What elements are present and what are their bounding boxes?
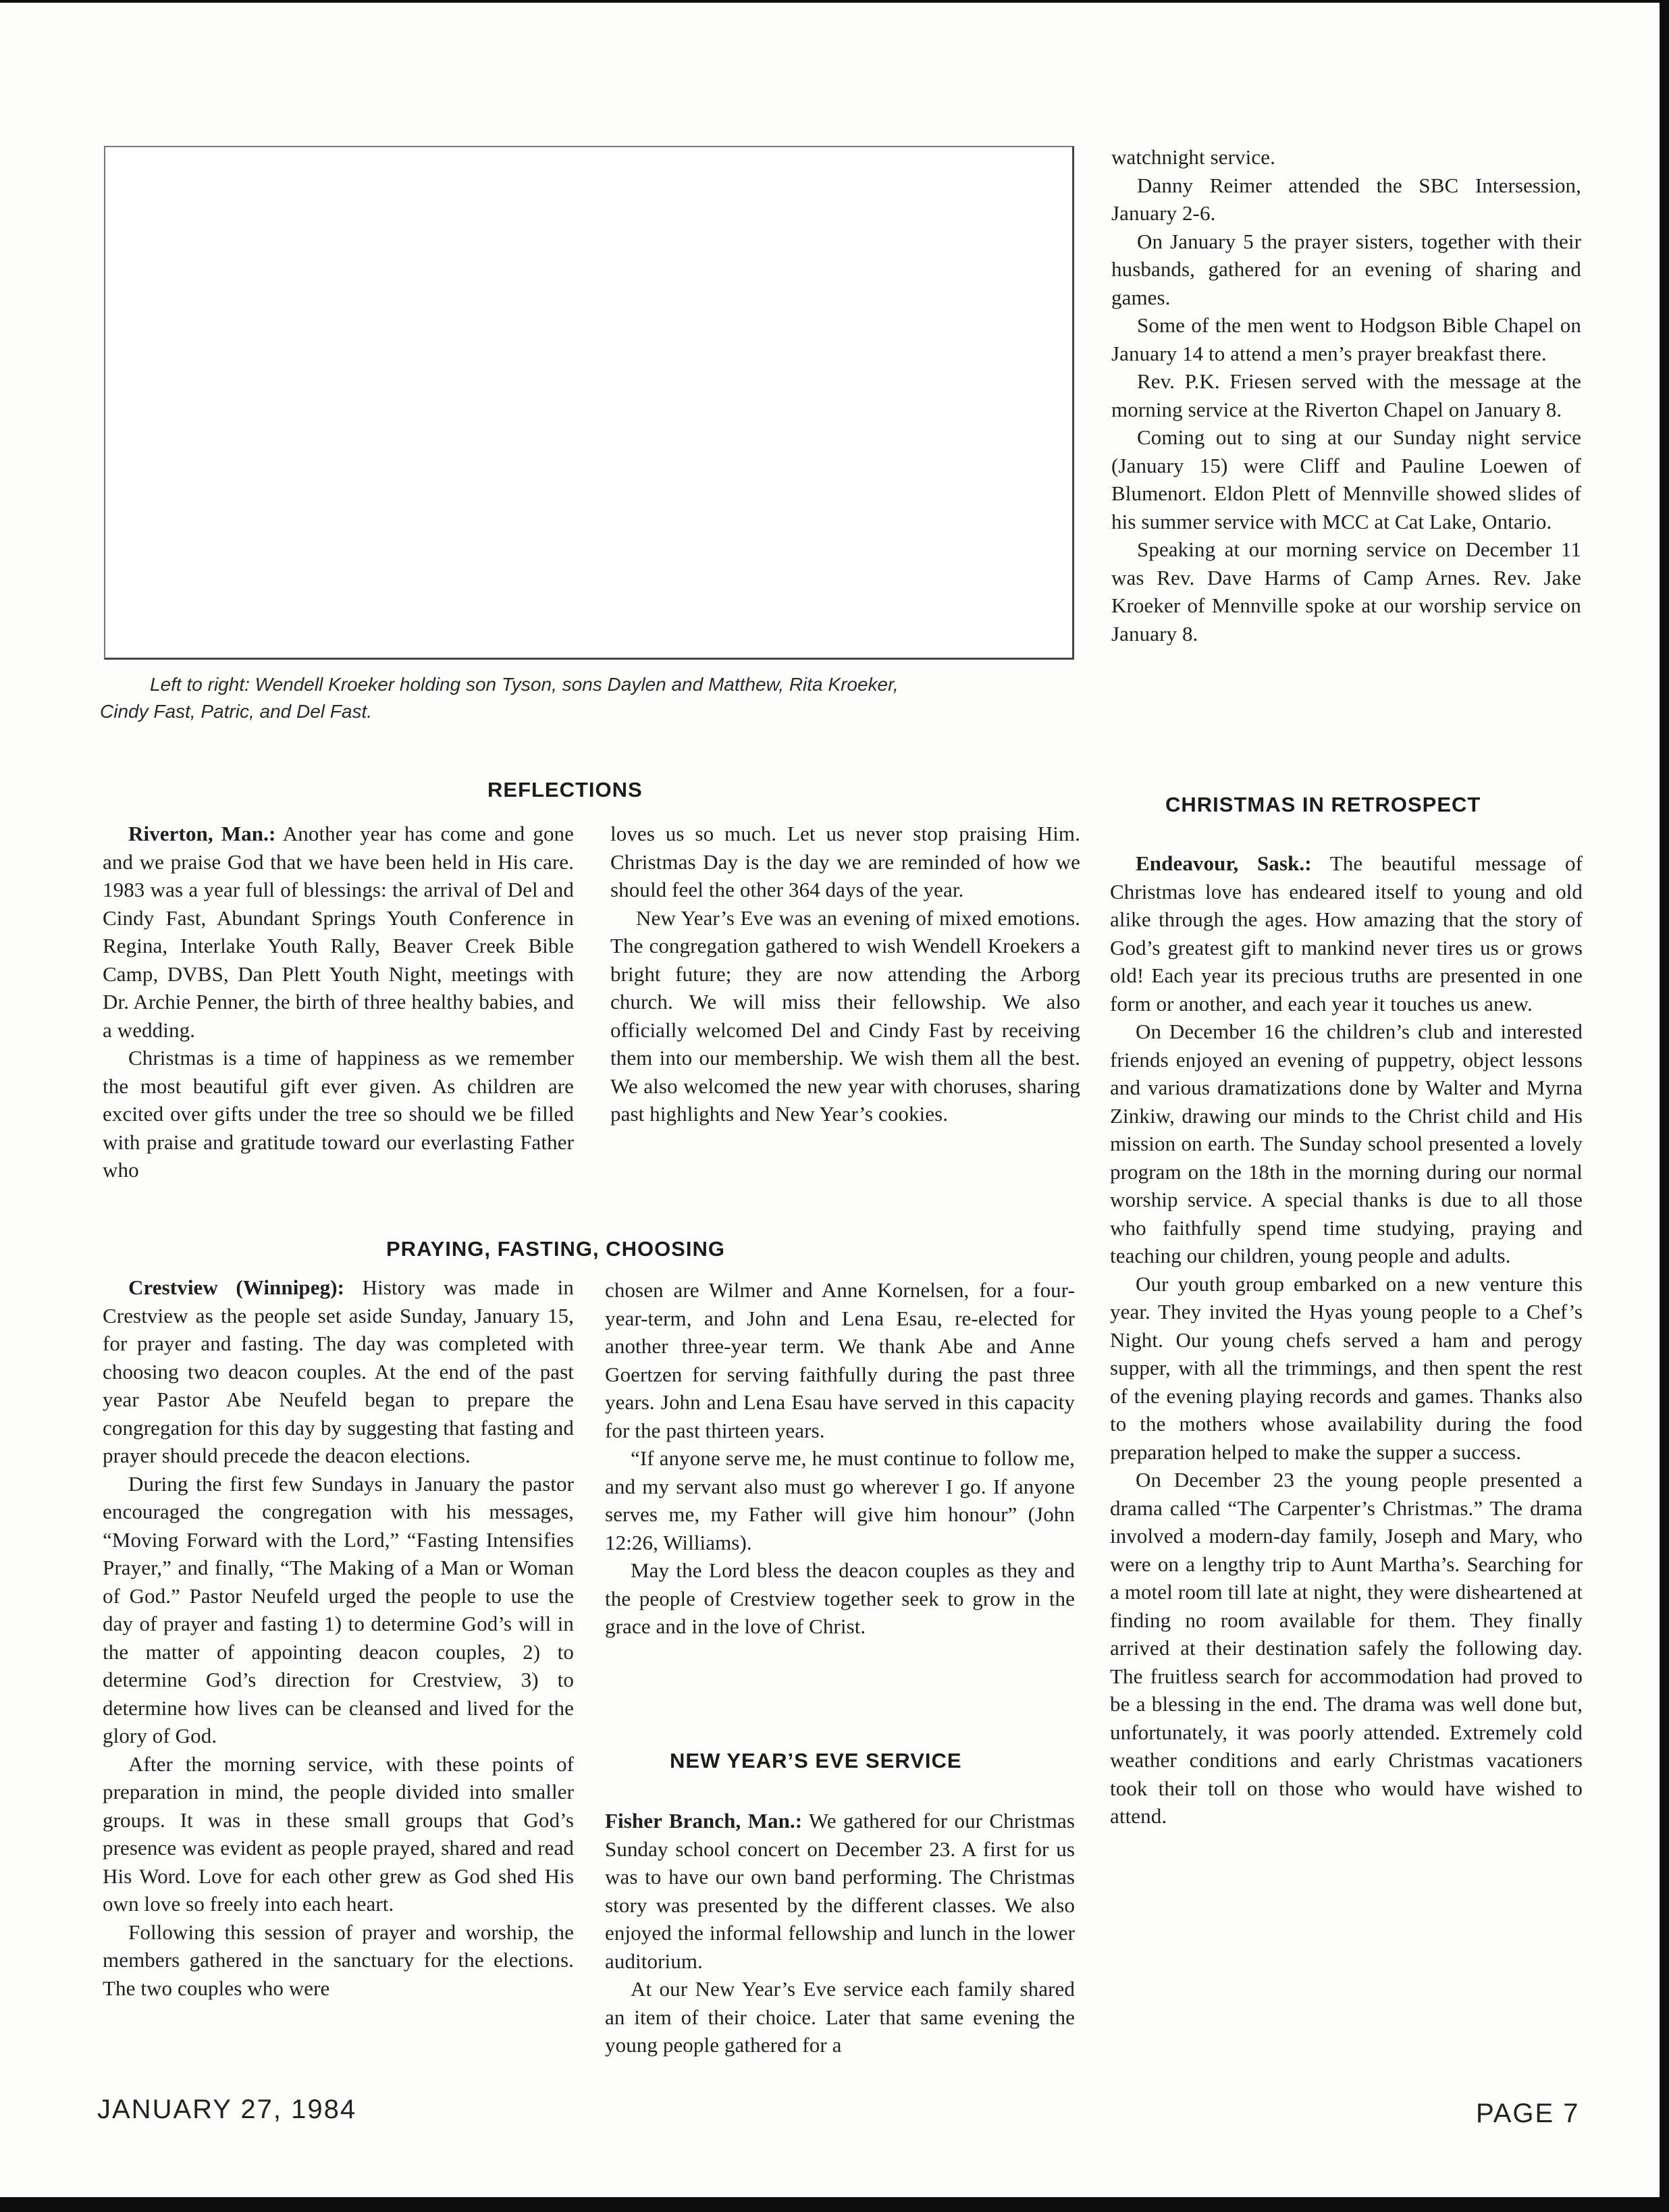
paragraph: On December 23 the young people presented a drama called “The Carpenter’s Christmas.” The drama involved a modern-day family, Joseph and Mary, who were on a lengthy trip to Aunt Martha’s. Searching for a motel room till late at night, they were disheartened at finding no room available for them. They finally arrived at their destination safely the following day. The fruitless search for accommodation had proved to be a blessing in the end. The drama was well done but, unfortunately, it was poorly attended. Extremely cold weather conditions and early Christmas vacationers took their toll on those who would have wished to attend. [1110, 1468, 1583, 1828]
place-name: Crestview (Winnipeg): [128, 1275, 345, 1299]
paragraph: The beautiful message of Christmas love has endeared itself to young and old alike through the ages. How amazing that the story of God’s greatest gift to mankind never tires us or grows old! Each year its precious truths are presented in one form or another, and each year it touches us anew. [1110, 851, 1583, 1016]
place-name: Endeavour, Sask.: [1136, 851, 1312, 875]
photo-frame [104, 146, 1074, 660]
paragraph: After the morning service, with these points of preparation in mind, the people divided into smaller groups. It was in these small groups that God’s presence was evident as people prayed, shared and read His Word. Love for each other grew as God shed His own love so freely into each heart. [103, 1752, 574, 1916]
reflections-column-1 [103, 820, 574, 1184]
paragraph: Rev. P.K. Friesen served with the message at the morning service at the Riverton Chapel on January 8. [1111, 369, 1581, 421]
paragraph: History was made in Crestview as the people set aside Sunday, January 15, for prayer and fasting. The day was completed with choosing two deacon couples. At the end of the past year Pastor Abe Neufeld began to prepare the congregation for this day by suggesting that fasting and prayer should precede the deacon elections. [103, 1275, 574, 1467]
paragraph: During the first few Sundays in January the pastor encouraged the congregation with his messages, “Moving Forward with the Lord,” “Fasting Intensifies Prayer,” and finally, “The Making of a Man or Woman of God.” Pastor Neufeld urged the people to use the day of prayer and fasting 1) to determine God’s will in the matter of appointing deacon couples, 2) to determine God’s direction for Crestview, 3) to determine how lives can be cleansed and lived for the glory of God. [103, 1471, 574, 1747]
paragraph: On January 5 the prayer sisters, together with their husbands, gathered for an evening of sharing and games. [1111, 229, 1581, 309]
page-edge-top [0, 0, 1669, 3]
paragraph: We gathered for our Christmas Sunday school concert on December 23. A first for us was to have our own band performing. The Christmas story was presented by the different classes. We also enjoyed the informal fellowship and lunch in the lower auditorium. [605, 1809, 1075, 1973]
paragraph: On December 16 the children’s club and interested friends enjoyed an evening of puppetry, object lessons and various dramatizations done by Walter and Myrna Zinkiw, drawing our minds to the Christ child and His mission on earth. The Sunday school presented a lovely program on the 18th in the morning during our normal worship service. A special thanks is due to all those who faithfully spend time studying, praying and teaching our children, young people and adults. [1110, 1020, 1583, 1267]
footer-date: JANUARY 27, 1984 [97, 2095, 357, 2124]
paragraph: watchnight service. [1111, 145, 1275, 169]
paragraph: New Year’s Eve was an evening of mixed emotions. The congregation gathered to wish Wendell Kroekers a bright future; they are now attending the Arborg church. We will miss their fellowship. We also officially welcomed Del and Cindy Fast by receiving them into our membership. We wish them all the best. We also welcomed the new year with choruses, sharing past highlights and New Year’s cookies. [610, 905, 1080, 1126]
paragraph: loves us so much. Let us never stop praising Him. Christmas Day is the day we are reminded of how we should feel the other 364 days of the year. [610, 822, 1080, 901]
right-column-top [1111, 143, 1581, 648]
caption-line-2: Cindy Fast, Patric, and Del Fast. [100, 701, 373, 722]
praying-column-2 [605, 1276, 1075, 1641]
paragraph: chosen are Wilmer and Anne Kornelsen, for a four-year-term, and John and Lena Esau, re-elected for another three-year term. We thank Abe and Anne Goertzen for serving faithfully during the past three years. John and Lena Esau have served in this capacity for the past thirteen years. [605, 1278, 1075, 1442]
paragraph: Speaking at our morning service on December 11 was Rev. Dave Harms of Camp Arnes. Rev. Jake Kroeker of Mennville spoke at our worship service on January 8. [1111, 537, 1581, 646]
place-name: Fisher Branch, Man.: [605, 1809, 803, 1833]
page-edge-right [1660, 0, 1669, 2212]
newyear-column [605, 1807, 1075, 2059]
footer-page-number: PAGE 7 [1476, 2099, 1580, 2128]
heading-new-years-eve: NEW YEAR’S EVE SERVICE [670, 1749, 962, 1772]
paragraph: Another year has come and gone and we praise God that we have been held in His care. 1983 was a year full of blessings: the arrival of Del and Cindy Fast, Abundant Springs Youth Conference in Regina, Interlake Youth Rally, Beaver Creek Bible Camp, DVBS, Dan Plett Youth Night, meetings with Dr. Archie Penner, the birth of three healthy babies, and a wedding. [103, 822, 575, 1042]
paragraph: “If anyone serve me, he must continue to follow me, and my servant also must go wherever I go. If anyone serves me, my Father will give him honour” (John 12:26, Williams). [605, 1446, 1075, 1554]
photo-caption [100, 671, 1086, 725]
paragraph: Danny Reimer attended the SBC Intersession, January 2-6. [1111, 173, 1581, 225]
paragraph: Following this session of prayer and worship, the members gathered in the sanctuary for the elections. The two couples who were [103, 1920, 574, 2000]
paragraph: Some of the men went to Hodgson Bible Chapel on January 14 to attend a men’s prayer breakfast there. [1111, 313, 1581, 365]
heading-reflections: REFLECTIONS [487, 778, 643, 801]
paragraph: At our New Year’s Eve service each family shared an item of their choice. Later that same evening the young people gathered for a [605, 1977, 1075, 2057]
christmas-column [1110, 849, 1583, 1831]
place-name: Riverton, Man.: [128, 822, 276, 845]
heading-praying: PRAYING, FASTING, CHOOSING [386, 1237, 725, 1261]
paragraph: Our youth group embarked on a new venture this year. They invited the Hyas young people to a Chef’s Night. Our young chefs served a ham and perogy supper, with all the trimmings, and then spent the rest of the evening playing records and games. Thanks also to the mothers whose availability during the food preparation helped to make the supper a success. [1110, 1271, 1583, 1464]
paragraph: Christmas is a time of happiness as we remember the most beautiful gift ever given. As children are excited over gifts under the tree so should we be filled with praise and gratitude toward our everlasting Father who [103, 1046, 574, 1182]
reflections-column-2 [610, 820, 1080, 1128]
paragraph: May the Lord bless the deacon couples as they and the people of Crestview together seek to grow in the grace and in the love of Christ. [605, 1558, 1075, 1638]
paragraph: Coming out to sing at our Sunday night service (January 15) were Cliff and Pauline Loewen of Blumenort. Eldon Plett of Mennville showed slides of his summer service with MCC at Cat Lake, Ontario. [1111, 425, 1581, 533]
caption-line-1: Left to right: Wendell Kroeker holding son Tyson, sons Daylen and Matthew, Rita Kroeker, [150, 674, 899, 695]
page-edge-bottom [0, 2197, 1669, 2212]
praying-column-1 [103, 1273, 574, 2002]
heading-christmas-retrospect: CHRISTMAS IN RETROSPECT [1165, 793, 1481, 816]
